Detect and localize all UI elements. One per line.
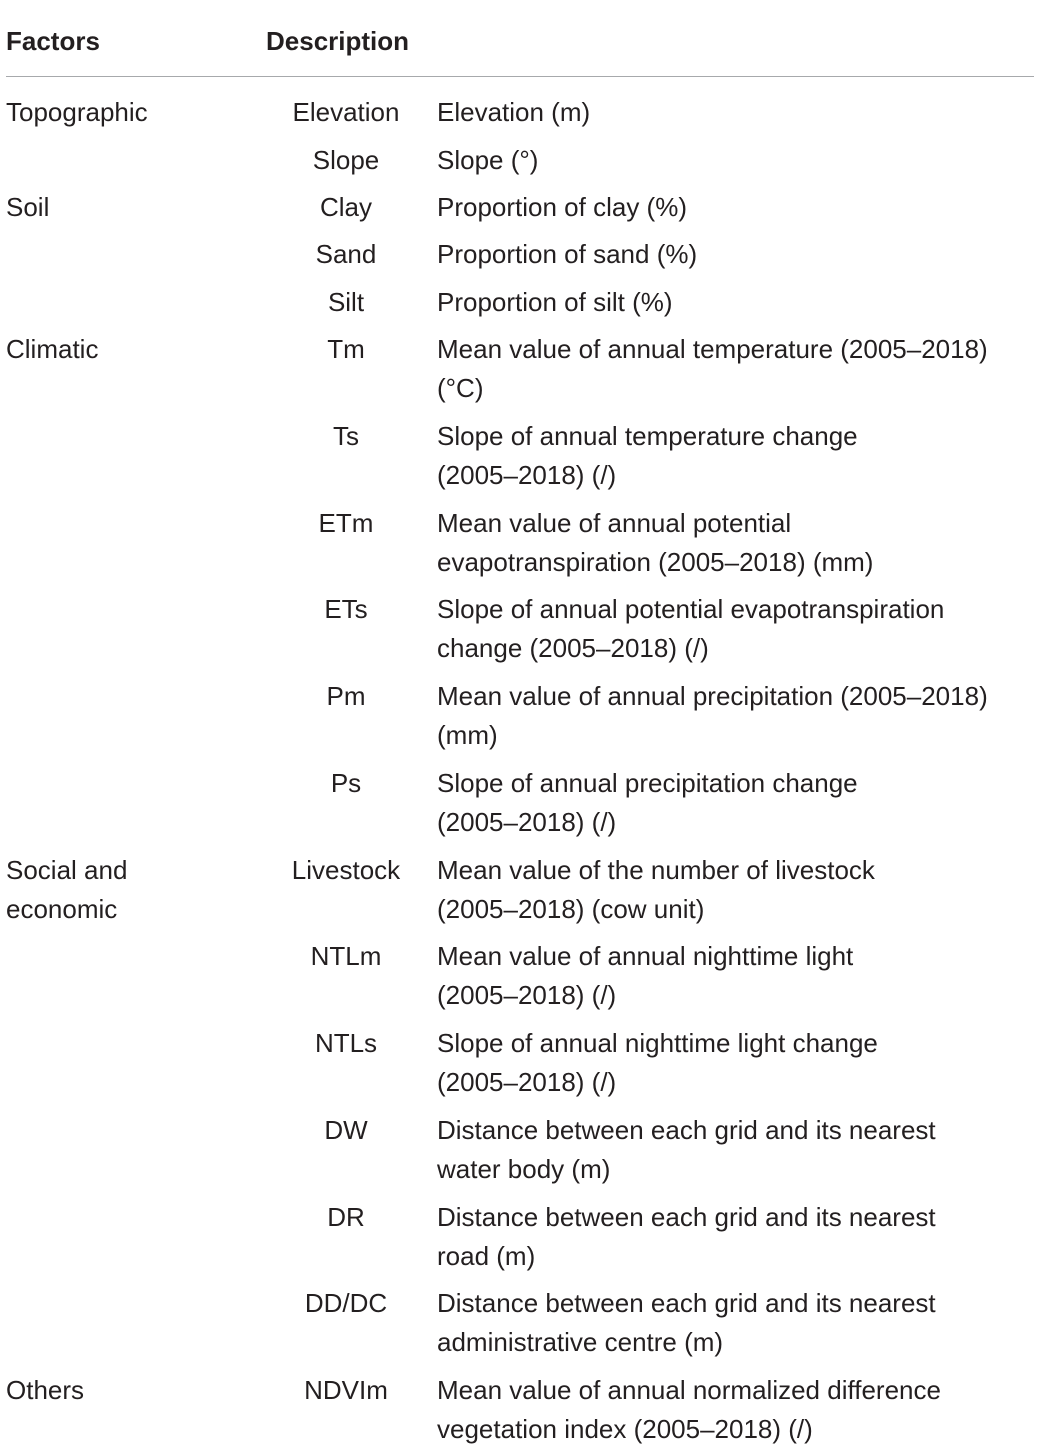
variable-cell: Tm (327, 334, 365, 364)
variable-cell: NTLm (310, 941, 382, 971)
variable-cell: DW (324, 1115, 368, 1145)
header-description: Description (266, 26, 410, 56)
variable-cell: ETm (318, 508, 374, 538)
description-cell: Mean value of annual precipitation (2005–2018) (mm) (437, 681, 988, 750)
variable-cell: Ts (333, 421, 359, 451)
description-cell: Slope of annual nighttime light change (2005–2018) (/) (437, 1028, 878, 1097)
description-cell: Distance between each grid and its nearest road (m) (437, 1202, 936, 1271)
description-cell: Mean value of annual normalized difference vegetation index (2005–2018) (/) (437, 1375, 941, 1444)
variable-cell: Ps (330, 768, 362, 798)
factor-cell: Social and economic (6, 855, 128, 924)
factor-cell: Topographic (6, 97, 148, 127)
description-cell: Slope of annual potential evapotranspiration change (2005–2018) (/) (437, 594, 945, 663)
description-cell: Mean value of annual temperature (2005–2018) (°C) (437, 334, 988, 403)
header-factors: Factors (6, 26, 100, 56)
factor-cell: Climatic (6, 334, 99, 364)
description-cell: Proportion of silt (%) (437, 287, 673, 317)
variable-cell: Silt (327, 287, 365, 317)
description-cell: Distance between each grid and its nearest administrative centre (m) (437, 1288, 936, 1357)
header-rule (6, 76, 1034, 77)
variable-cell: Sand (315, 239, 377, 269)
factor-cell: Others (6, 1375, 85, 1405)
variable-cell: Livestock (291, 855, 401, 885)
description-cell: Proportion of sand (%) (437, 239, 698, 269)
description-cell: Mean value of annual nighttime light (2005–2018) (/) (437, 941, 854, 1010)
variable-cell: NTLs (314, 1028, 378, 1058)
factor-cell: Soil (6, 192, 50, 222)
description-cell: Slope (°) (437, 145, 539, 175)
description-cell: Elevation (m) (437, 97, 591, 127)
description-cell: Mean value of the number of livestock (2005–2018) (cow unit) (437, 855, 875, 924)
variable-cell: DD/DC (304, 1288, 388, 1318)
variable-cell: NDVIm (304, 1375, 388, 1405)
variable-cell: ETs (324, 594, 368, 624)
variable-cell: Clay (319, 192, 372, 222)
variable-cell: DR (327, 1202, 365, 1232)
variable-cell: Elevation (292, 97, 400, 127)
description-cell: Distance between each grid and its nearest water body (m) (437, 1115, 936, 1184)
description-cell: Mean value of annual potential evapotranspiration (2005–2018) (mm) (437, 508, 874, 577)
description-cell: Proportion of clay (%) (437, 192, 687, 222)
variable-cell: Pm (326, 681, 366, 711)
description-cell: Slope of annual precipitation change (2005–2018) (/) (437, 768, 858, 837)
description-cell: Slope of annual temperature change (2005–2018) (/) (437, 421, 858, 490)
variable-cell: Slope (312, 145, 380, 175)
